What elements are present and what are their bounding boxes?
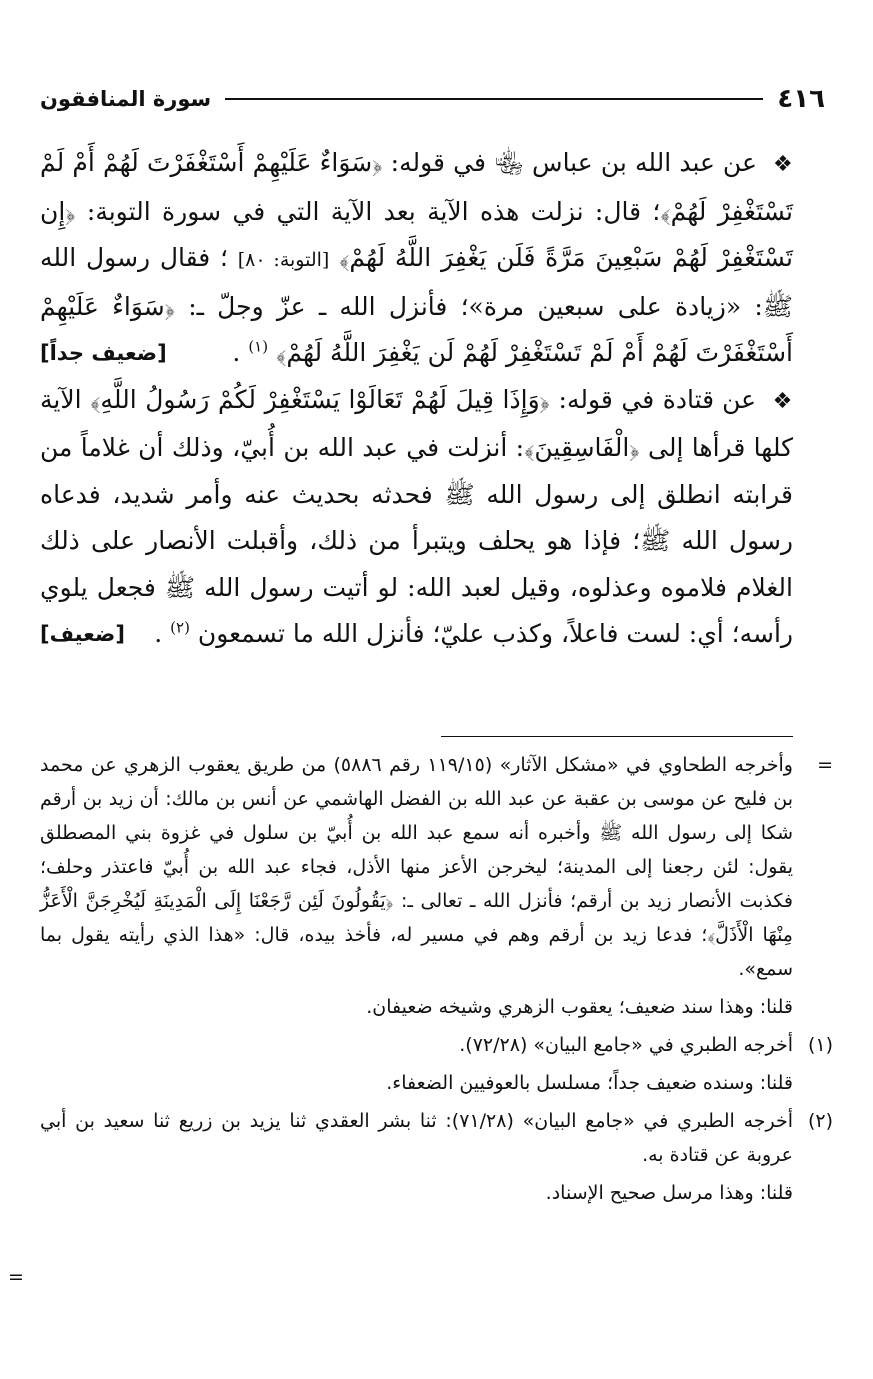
narration-text: عن قتادة في قوله: ﴿وَإِذَا قِيلَ لَهُمْ تَعَالَوْا يَسْتَغْفِرْ لَكُمْ رَسُولُ اللَّهِ﴾ الآية كلها قرأها إلى ﴿الْفَاسِقِينَ﴾: أنزلت في عبد الله بن أُبيّ، وذلك أن غلاماً من قرابته انطلق إلى رسول الله ﷺ فحدثه بحديث عنه وأمر شديد، فدعاه رسول الله ﷺ؛ فإذا هو يحلف ويتبرأ من ذلك، وأقبلت الأنصار على ذلك الغلام فلاموه وعذلوه، وقيل لعبد الله: لو أتيت رسول الله ﷺ فجعل يلوي رأسه؛ أي: لست فاعلاً، وكذب عليّ؛ فأنزل الله ما تسمعون (40, 384, 793, 648)
page-continues-mark: = (8, 1266, 24, 1288)
bullet-icon: ❖ (772, 388, 793, 414)
footnote-number: (٢) (807, 1110, 833, 1132)
footnote-comment: قلنا: وسنده ضعيف جداً؛ مسلسل بالعوفيين الضعفاء. (386, 1072, 793, 1094)
footnote-text: أخرجه الطبري في «جامع البيان» (٧٢/٢٨). (459, 1034, 793, 1056)
verse-reference: [التوبة: ٨٠] (237, 249, 330, 271)
footnote-number: (١) (807, 1034, 833, 1056)
narration-qatada (40, 377, 793, 658)
footnote-text: وأخرجه الطحاوي في «مشكل الآثار» (١١٩/١٥ رقم ٥٨٨٦) من طريق يعقوب الزهري عن محمد بن فليح عن موسى بن عقبة عن عبد الله بن الفضل الهاشمي عن أنس بن مالك: أن زيد بن أرقم شكا إلى رسول الله ﷺ وأخبره أنه سمع عبد الله بن أُبيّ بن سلول في غزوة بني المصطلق يقول: لئن رجعنا إلى المدينة؛ ليخرجن الأعز منها الأذل، فجاء عبد الله بن أُبيّ فاعتذر وحلف؛ فكذبت الأنصار زيد بن أرقم؛ فأنزل الله ـ تعالى ـ: ﴿يَقُولُونَ لَئِن رَّجَعْنَا إِلَى الْمَدِينَةِ لَيُخْرِجَنَّ الْأَعَزُّ مِنْهَا الْأَذَلَّ﴾؛ فدعا زيد بن أرقم وهم في مسير له، فأخذ بيده، قال: «هذا الذي رأيته يقول بما سمع». (40, 754, 793, 980)
grading-badge: [ضعيف] (40, 622, 125, 646)
footnote-comment: قلنا: وهذا مرسل صحيح الإسناد. (545, 1182, 793, 1204)
footnote-2 (40, 1104, 833, 1172)
main-text (40, 140, 793, 658)
page-header (40, 82, 825, 116)
footnote-continuation (40, 748, 833, 986)
continuation-mark: = (817, 754, 833, 776)
bullet-icon: ❖ (773, 152, 793, 177)
sentence-end: . (154, 619, 163, 648)
grading-badge: [ضعيف جداً] (40, 341, 167, 365)
footnote-ref-2[interactable]: (٢) (170, 618, 190, 637)
footnote-comment: قلنا: وهذا سند ضعيف؛ يعقوب الزهري وشيخه ضعيفان. (366, 996, 793, 1018)
header-rule (225, 98, 763, 100)
narration-text: عن عبد الله بن عباس ﵄ في قوله: ﴿سَوَاءٌ عَلَيْهِمْ أَسْتَغْفَرْتَ لَهُمْ أَمْ لَمْ تَسْتَغْفِرْ لَهُمْ﴾؛ قال: نزلت هذه الآية بعد الآية التي في سورة التوبة: ﴿إِن تَسْتَغْفِرْ لَهُمْ سَبْعِينَ مَرَّةً فَلَن يَغْفِرَ اللَّهُ لَهُمْ﴾ (40, 148, 793, 272)
narration-text-continued: ؛ فقال رسول الله ﷺ: «زيادة على سبعين مرة»؛ فأنزل الله ـ عزّ وجلّ ـ: ﴿سَوَاءٌ عَلَيْهِمْ أَسْتَغْفَرْتَ لَهُمْ أَمْ لَمْ تَسْتَغْفِرْ لَهُمْ لَن يَغْفِرَ اللَّهُ لَهُمْ﴾ (40, 243, 793, 367)
footnote-ref-1[interactable]: (١) (248, 337, 269, 356)
surah-title: سورة المنافقون (40, 87, 212, 111)
narration-ibn-abbas (40, 140, 793, 377)
footnote-1 (40, 1028, 833, 1062)
footnote-divider (441, 736, 793, 737)
page-number: ٤١٦ (777, 84, 825, 114)
sentence-end: . (232, 338, 241, 367)
footnotes (40, 748, 833, 1210)
footnote-text: أخرجه الطبري في «جامع البيان» (٧١/٢٨): ثنا بشر العقدي ثنا يزيد بن زريع ثنا سعيد بن أبي عروبة عن قتادة به. (40, 1110, 794, 1166)
